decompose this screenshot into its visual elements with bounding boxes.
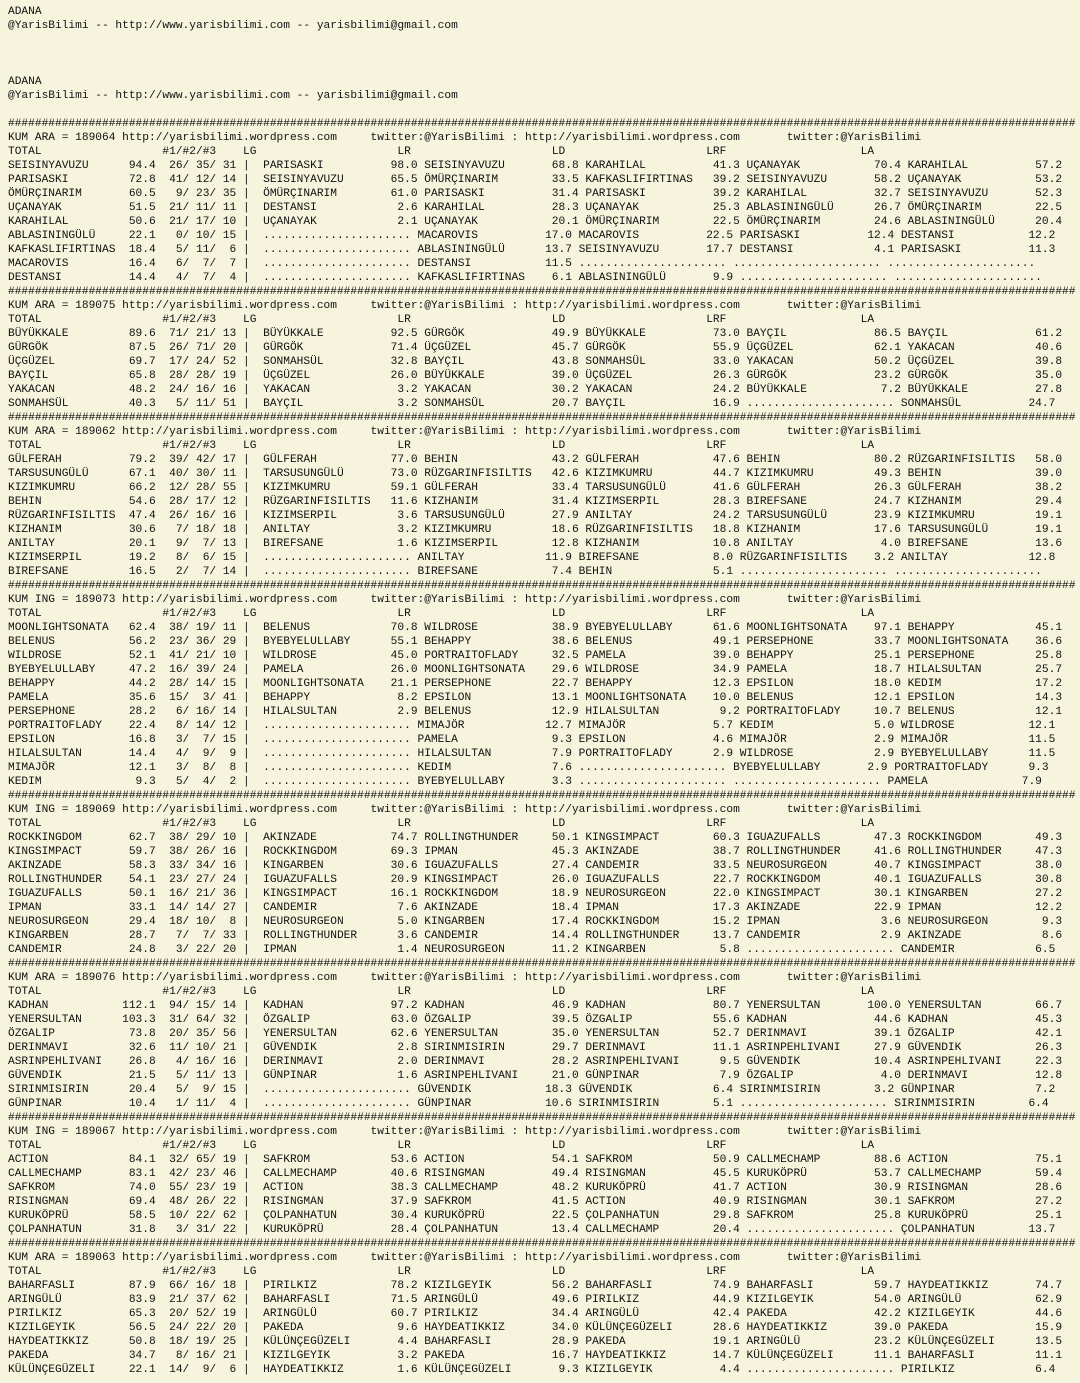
report-line: BELENUS 56.2 23/ 36/ 29 | BYEBYELULLABY 55.1 BEHAPPY 38.6 BELENUS 49.1 PERSEPHONE 33.7 MOONLIGHTSONATA 36.6 — [8, 636, 1063, 648]
report-line: ANILTAY 20.1 9/ 7/ 13 | BIREFSANE 1.6 KIZIMSERPIL 12.8 KIZHANIM 10.8 ANILTAY 4.0 BIREFSANE 13.6 — [8, 538, 1063, 550]
report-line: GÜVENDIK 21.5 5/ 11/ 13 | GÜNPINAR 1.6 ASRINPEHLIVANI 21.0 GÜNPINAR 7.9 ÖZGALIP 4.0 DERINMAVI 12.8 — [8, 1070, 1063, 1082]
race-header: KUM ING = 189069 http://yarisbilimi.wordpress.com twitter:@YarisBilimi : http://yarisbilimi.wordpress.com twitter:@YarisBilimi — [8, 804, 922, 816]
report-line: KIZIMSERPIL 19.2 8/ 6/ 15 | ...................... ANILTAY 11.9 BIREFSANE 8.0 RÜZGARINFISILTIS 3.2 ANILTAY 12.8 — [8, 552, 1056, 564]
report-line: EPSILON 16.8 3/ 7/ 15 | ...................... PAMELA 9.3 EPSILON 4.6 MIMAJÖR 2.9 MIMAJÖR 11.5 — [8, 734, 1056, 746]
report-line: TARSUSUNGÜLÜ 67.1 40/ 30/ 11 | TARSUSUNGÜLÜ 73.0 RÜZGARINFISILTIS 42.6 KIZIMKUMRU 44.7 KIZIMKUMRU 49.3 BEHIN 39.0 — [8, 468, 1063, 480]
race-header: KUM ING = 189067 http://yarisbilimi.wordpress.com twitter:@YarisBilimi : http://yarisbilimi.wordpress.com twitter:@YarisBilimi — [8, 1126, 922, 1138]
report-line: ÖZGALIP 73.8 20/ 35/ 56 | YENERSULTAN 62.6 YENERSULTAN 35.0 YENERSULTAN 52.7 DERINMAVI 39.1 ÖZGALIP 42.1 — [8, 1028, 1063, 1040]
report-line: MACAROVIS 16.4 6/ 7/ 7 | ...................... DESTANSI 11.5 ...................... ...................... ...................... — [8, 258, 1036, 270]
race-header: KUM ARA = 189062 http://yarisbilimi.wordpress.com twitter:@YarisBilimi : http://yarisbilimi.wordpress.com twitter:@YarisBilimi — [8, 426, 922, 438]
report-line: RISINGMAN 69.4 48/ 26/ 22 | RISINGMAN 37.9 SAFKROM 41.5 ACTION 40.9 RISINGMAN 30.1 SAFKROM 27.2 — [8, 1196, 1063, 1208]
report-line: KIZIMKUMRU 66.2 12/ 28/ 55 | KIZIMKUMRU 59.1 GÜLFERAH 33.4 TARSUSUNGÜLÜ 41.6 GÜLFERAH 26.3 GÜLFERAH 38.2 — [8, 482, 1063, 494]
section-divider: ############################################################################################################################################################### — [8, 790, 1076, 802]
report-line: BAHARFASLI 87.9 66/ 16/ 18 | PIRILKIZ 78.2 KIZILGEYIK 56.2 BAHARFASLI 74.9 BAHARFASLI 59.7 HAYDEATIKKIZ 74.7 — [8, 1280, 1063, 1292]
report-line: RÜZGARINFISILTIS 47.4 26/ 16/ 16 | KIZIMSERPIL 3.6 TARSUSUNGÜLÜ 27.9 ANILTAY 24.2 TARSUSUNGÜLÜ 23.9 KIZIMKUMRU 19.1 — [8, 510, 1063, 522]
race-header: KUM ING = 189073 http://yarisbilimi.wordpress.com twitter:@YarisBilimi : http://yarisbilimi.wordpress.com twitter:@YarisBilimi — [8, 594, 922, 606]
report-line: KAFKASLIFIRTINAS 18.4 5/ 11/ 6 | ...................... ABLASININGÜLÜ 13.7 SEISINYAVUZU 17.7 DESTANSI 4.1 PARISASKI 11.3 — [8, 244, 1056, 256]
report-line: WILDROSE 52.1 41/ 21/ 10 | WILDROSE 45.0 PORTRAITOFLADY 32.5 PAMELA 39.0 BEHAPPY 25.1 PERSEPHONE 25.8 — [8, 650, 1063, 662]
section-divider: ############################################################################################################################################################### — [8, 1238, 1076, 1250]
report-line: @YarisBilimi -- http://www.yarisbilimi.com -- yarisbilimi@gmail.com — [8, 90, 458, 102]
report-line: YENERSULTAN 103.3 31/ 64/ 32 | ÖZGALIP 63.0 ÖZGALIP 39.5 ÖZGALIP 55.6 KADHAN 44.6 KADHAN 45.3 — [8, 1014, 1063, 1026]
report-line: MOONLIGHTSONATA 62.4 38/ 19/ 11 | BELENUS 70.8 WILDROSE 38.9 BYEBYELULLABY 61.6 MOONLIGHTSONATA 97.1 BEHAPPY 45.1 — [8, 622, 1063, 634]
report-line: PERSEPHONE 28.2 6/ 16/ 14 | HILALSULTAN 2.9 BELENUS 12.9 HILALSULTAN 9.2 PORTRAITOFLADY 10.7 BELENUS 12.1 — [8, 706, 1063, 718]
report-line: KADHAN 112.1 94/ 15/ 14 | KADHAN 97.2 KADHAN 46.9 KADHAN 80.7 YENERSULTAN 100.0 YENERSULTAN 66.7 — [8, 1000, 1063, 1012]
section-divider: ############################################################################################################################################################### — [8, 1112, 1076, 1124]
report-line: HILALSULTAN 14.4 4/ 9/ 9 | ...................... HILALSULTAN 7.9 PORTRAITOFLADY 2.9 WILDROSE 2.9 BYEBYELULLABY 11.5 — [8, 748, 1056, 760]
report-line: ASRINPEHLIVANI 26.8 4/ 16/ 16 | DERINMAVI 2.0 DERINMAVI 28.2 ASRINPEHLIVANI 9.5 GÜVENDIK 10.4 ASRINPEHLIVANI 22.3 — [8, 1056, 1063, 1068]
column-header: TOTAL #1/#2/#3 LG LR LD LRF LA — [8, 608, 875, 620]
report-line: PAMELA 35.6 15/ 3/ 41 | BEHAPPY 8.2 EPSILON 13.1 MOONLIGHTSONATA 10.0 BELENUS 12.1 EPSILON 14.3 — [8, 692, 1063, 704]
report-line: KINGSIMPACT 59.7 38/ 26/ 16 | ROCKKINGDOM 69.3 IPMAN 45.3 AKINZADE 38.7 ROLLINGTHUNDER 41.6 ROLLINGTHUNDER 47.3 — [8, 846, 1063, 858]
blank-line — [8, 33, 1080, 47]
report-line: PORTRAITOFLADY 22.4 8/ 14/ 12 | ...................... MIMAJÖR 12.7 MIMAJÖR 5.7 KEDIM 5.0 WILDROSE 12.1 — [8, 720, 1056, 732]
report-line: ÜÇGÜZEL 69.7 17/ 24/ 52 | SONMAHSÜL 32.8 BAYÇIL 43.8 SONMAHSÜL 33.0 YAKACAN 50.2 ÜÇGÜZEL 39.8 — [8, 356, 1063, 368]
report-line: ROLLINGTHUNDER 54.1 23/ 27/ 24 | IGUAZUFALLS 20.9 KINGSIMPACT 26.0 IGUAZUFALLS 22.7 ROCKKINGDOM 40.1 IGUAZUFALLS 30.8 — [8, 874, 1063, 886]
section-divider: ############################################################################################################################################################### — [8, 118, 1076, 130]
report-line: NEUROSURGEON 29.4 18/ 10/ 8 | NEUROSURGEON 5.0 KINGARBEN 17.4 ROCKKINGDOM 15.2 IPMAN 3.6 NEUROSURGEON 9.3 — [8, 916, 1063, 928]
column-header: TOTAL #1/#2/#3 LG LR LD LRF LA — [8, 986, 875, 998]
report-line: GÜLFERAH 79.2 39/ 42/ 17 | GÜLFERAH 77.0 BEHIN 43.2 GÜLFERAH 47.6 BEHIN 80.2 RÜZGARINFISILTIS 58.0 — [8, 454, 1063, 466]
section-divider: ############################################################################################################################################################### — [8, 412, 1076, 424]
report-line: KARAHILAL 50.6 21/ 17/ 10 | UÇANAYAK 2.1 UÇANAYAK 20.1 ÖMÜRÇINARIM 22.5 ÖMÜRÇINARIM 24.6 ABLASININGÜLÜ 20.4 — [8, 216, 1063, 228]
report-line: DERINMAVI 32.6 11/ 10/ 21 | GÜVENDIK 2.8 SIRINMISIRIN 29.7 DERINMAVI 11.1 ASRINPEHLIVANI 27.9 GÜVENDIK 26.3 — [8, 1042, 1063, 1054]
report-line: AKINZADE 58.3 33/ 34/ 16 | KINGARBEN 30.6 IGUAZUFALLS 27.4 CANDEMIR 33.5 NEUROSURGEON 40.7 KINGSIMPACT 38.0 — [8, 860, 1063, 872]
column-header: TOTAL #1/#2/#3 LG LR LD LRF LA — [8, 818, 875, 830]
report-line: BYEBYELULLABY 47.2 16/ 39/ 24 | PAMELA 26.0 MOONLIGHTSONATA 29.6 WILDROSE 34.9 PAMELA 18.7 HILALSULTAN 25.7 — [8, 664, 1063, 676]
report-line: DESTANSI 14.4 4/ 7/ 4 | ...................... KAFKASLIFIRTINAS 6.1 ABLASININGÜLÜ 9.9 ...................... ...................... — [8, 272, 1042, 284]
report-line: SONMAHSÜL 40.3 5/ 11/ 51 | BAYÇIL 3.2 SONMAHSÜL 20.7 BAYÇIL 16.9 ...................... SONMAHSÜL 24.7 — [8, 398, 1056, 410]
section-divider: ############################################################################################################################################################### — [8, 286, 1076, 298]
section-divider: ############################################################################################################################################################### — [8, 580, 1076, 592]
report-line: KIZHANIM 30.6 7/ 18/ 18 | ANILTAY 3.2 KIZIMKUMRU 18.6 RÜZGARINFISILTIS 18.8 KIZHANIM 17.6 TARSUSUNGÜLÜ 19.1 — [8, 524, 1063, 536]
report-line: IGUAZUFALLS 50.1 16/ 21/ 36 | KINGSIMPACT 16.1 ROCKKINGDOM 18.9 NEUROSURGEON 22.0 KINGSIMPACT 30.1 KINGARBEN 27.2 — [8, 888, 1063, 900]
report-line: PAKEDA 34.7 8/ 16/ 21 | KIZILGEYIK 3.2 PAKEDA 16.7 HAYDEATIKKIZ 14.7 KÜLÜNÇEGÜZELI 11.1 BAHARFASLI 11.1 — [8, 1350, 1063, 1362]
race-header: KUM ARA = 189076 http://yarisbilimi.wordpress.com twitter:@YarisBilimi : http://yarisbilimi.wordpress.com twitter:@YarisBilimi — [8, 972, 922, 984]
blank-line — [8, 47, 1080, 61]
report-line: ADANA — [8, 76, 42, 88]
column-header: TOTAL #1/#2/#3 LG LR LD LRF LA — [8, 146, 875, 158]
report-line: GÜNPINAR 10.4 1/ 11/ 4 | ...................... GÜNPINAR 10.6 SIRINMISIRIN 5.1 ...................... SIRINMISIRIN 6.4 — [8, 1098, 1049, 1110]
column-header: TOTAL #1/#2/#3 LG LR LD LRF LA — [8, 440, 875, 452]
report-line: MIMAJÖR 12.1 3/ 8/ 8 | ...................... KEDIM 7.6 ...................... BYEBYELULLABY 2.9 PORTRAITOFLADY 9.3 — [8, 762, 1049, 774]
report-line: HAYDEATIKKIZ 50.8 18/ 19/ 25 | KÜLÜNÇEGÜZELI 4.4 BAHARFASLI 28.9 PAKEDA 19.1 ARINGÜLÜ 23.2 KÜLÜNÇEGÜZELI 13.5 — [8, 1336, 1063, 1348]
section-divider: ############################################################################################################################################################### — [8, 958, 1076, 970]
report-line: UÇANAYAK 51.5 21/ 11/ 11 | DESTANSI 2.6 KARAHILAL 28.3 UÇANAYAK 25.3 ABLASININGÜLÜ 26.7 ÖMÜRÇINARIM 22.5 — [8, 202, 1063, 214]
report-line: KINGARBEN 28.7 7/ 7/ 33 | ROLLINGTHUNDER 3.6 CANDEMIR 14.4 ROLLINGTHUNDER 13.7 CANDEMIR 2.9 AKINZADE 8.6 — [8, 930, 1063, 942]
report-line: SEISINYAVUZU 94.4 26/ 35/ 31 | PARISASKI 98.0 SEISINYAVUZU 68.8 KARAHILAL 41.3 UÇANAYAK 70.4 KARAHILAL 57.2 — [8, 160, 1063, 172]
column-header: TOTAL #1/#2/#3 LG LR LD LRF LA — [8, 1266, 875, 1278]
column-header: TOTAL #1/#2/#3 LG LR LD LRF LA — [8, 314, 875, 326]
blank-line — [8, 103, 1080, 117]
report-line: BEHIN 54.6 28/ 17/ 12 | RÜZGARINFISILTIS 11.6 KIZHANIM 31.4 KIZIMSERPIL 28.3 BIREFSANE 24.7 KIZHANIM 29.4 — [8, 496, 1063, 508]
report-line: ROCKKINGDOM 62.7 38/ 29/ 10 | AKINZADE 74.7 ROLLINGTHUNDER 50.1 KINGSIMPACT 60.3 IGUAZUFALLS 47.3 ROCKKINGDOM 49.3 — [8, 832, 1063, 844]
report-line: ABLASININGÜLÜ 22.1 0/ 10/ 15 | ...................... MACAROVIS 17.0 MACAROVIS 22.5 PARISASKI 12.4 DESTANSI 12.2 — [8, 230, 1056, 242]
report-line: PIRILKIZ 65.3 20/ 52/ 19 | ARINGÜLÜ 60.7 PIRILKIZ 34.4 ARINGÜLÜ 42.4 PAKEDA 42.2 KIZILGEYIK 44.6 — [8, 1308, 1063, 1320]
report-line: CALLMECHAMP 83.1 42/ 23/ 46 | CALLMECHAMP 40.6 RISINGMAN 49.4 RISINGMAN 45.5 KURUKÖPRÜ 53.7 CALLMECHAMP 59.4 — [8, 1168, 1063, 1180]
report-line: PARISASKI 72.8 41/ 12/ 14 | SEISINYAVUZU 65.5 ÖMÜRÇINARIM 33.5 KAFKASLIFIRTINAS 39.2 SEISINYAVUZU 58.2 UÇANAYAK 53.2 — [8, 174, 1063, 186]
report-line: BÜYÜKKALE 89.6 71/ 21/ 13 | BÜYÜKKALE 92.5 GÜRGÖK 49.9 BÜYÜKKALE 73.0 BAYÇIL 86.5 BAYÇIL 61.2 — [8, 328, 1063, 340]
report-line: BEHAPPY 44.2 28/ 14/ 15 | MOONLIGHTSONATA 21.1 PERSEPHONE 22.7 BEHAPPY 12.3 EPSILON 18.0 KEDIM 17.2 — [8, 678, 1063, 690]
report-line: BAYÇIL 65.8 28/ 28/ 19 | ÜÇGÜZEL 26.0 BÜYÜKKALE 39.0 ÜÇGÜZEL 26.3 GÜRGÖK 23.2 GÜRGÖK 35.0 — [8, 370, 1063, 382]
report-line: ÇOLPANHATUN 31.8 3/ 31/ 22 | KURUKÖPRÜ 28.4 ÇOLPANHATUN 13.4 CALLMECHAMP 20.4 ...................... ÇOLPANHATUN 13.7 — [8, 1224, 1056, 1236]
race-header: KUM ARA = 189075 http://yarisbilimi.wordpress.com twitter:@YarisBilimi : http://yarisbilimi.wordpress.com twitter:@YarisBilimi — [8, 300, 922, 312]
blank-line — [8, 61, 1080, 75]
report-line: KIZILGEYIK 56.5 24/ 22/ 20 | PAKEDA 9.6 HAYDEATIKKIZ 34.0 KÜLÜNÇEGÜZELI 28.6 HAYDEATIKKIZ 39.0 PAKEDA 15.9 — [8, 1322, 1063, 1334]
report-line: YAKACAN 48.2 24/ 16/ 16 | YAKACAN 3.2 YAKACAN 30.2 YAKACAN 24.2 BÜYÜKKALE 7.2 BÜYÜKKALE 27.8 — [8, 384, 1063, 396]
report-line: ADANA — [8, 6, 42, 18]
report-line: IPMAN 33.1 14/ 14/ 27 | CANDEMIR 7.6 AKINZADE 18.4 IPMAN 17.3 AKINZADE 22.9 IPMAN 12.2 — [8, 902, 1063, 914]
report-line: ACTION 84.1 32/ 65/ 19 | SAFKROM 53.6 ACTION 54.1 SAFKROM 50.9 CALLMECHAMP 88.6 ACTION 75.1 — [8, 1154, 1063, 1166]
report-line: SIRINMISIRIN 20.4 5/ 9/ 15 | ...................... GÜVENDIK 18.3 GÜVENDIK 6.4 SIRINMISIRIN 3.2 GÜNPINAR 7.2 — [8, 1084, 1056, 1096]
report-line: KÜLÜNÇEGÜZELI 22.1 14/ 9/ 6 | HAYDEATIKKIZ 1.6 KÜLÜNÇEGÜZELI 9.3 KIZILGEYIK 4.4 ...................... PIRILKIZ 6.4 — [8, 1364, 1056, 1376]
report-line: @YarisBilimi -- http://www.yarisbilimi.com -- yarisbilimi@gmail.com — [8, 20, 458, 32]
report-line: SAFKROM 74.0 55/ 23/ 19 | ACTION 38.3 CALLMECHAMP 48.2 KURUKÖPRÜ 41.7 ACTION 30.9 RISINGMAN 28.6 — [8, 1182, 1063, 1194]
report-line: BIREFSANE 16.5 2/ 7/ 14 | ...................... BIREFSANE 7.4 BEHIN 5.1 ...................... ...................... — [8, 566, 1042, 578]
report-line: ARINGÜLÜ 83.9 21/ 37/ 62 | BAHARFASLI 71.5 ARINGÜLÜ 49.6 PIRILKIZ 44.9 KIZILGEYIK 54.0 ARINGÜLÜ 62.9 — [8, 1294, 1063, 1306]
race-header: KUM ARA = 189063 http://yarisbilimi.wordpress.com twitter:@YarisBilimi : http://yarisbilimi.wordpress.com twitter:@YarisBilimi — [8, 1252, 922, 1264]
report-line: KEDIM 9.3 5/ 4/ 2 | ...................... BYEBYELULLABY 3.3 ...................... ...................... PAMELA 7.9 — [8, 776, 1042, 788]
column-header: TOTAL #1/#2/#3 LG LR LD LRF LA — [8, 1140, 875, 1152]
report-line: CANDEMIR 24.8 3/ 22/ 20 | IPMAN 1.4 NEUROSURGEON 11.2 KINGARBEN 5.8 ...................... CANDEMIR 6.5 — [8, 944, 1056, 956]
report-line: KURUKÖPRÜ 58.5 10/ 22/ 62 | ÇOLPANHATUN 30.4 KURUKÖPRÜ 22.5 ÇOLPANHATUN 29.8 SAFKROM 25.8 KURUKÖPRÜ 25.1 — [8, 1210, 1063, 1222]
report-line: GÜRGÖK 87.5 26/ 71/ 20 | GÜRGÖK 71.4 ÜÇGÜZEL 45.7 GÜRGÖK 55.9 ÜÇGÜZEL 62.1 YAKACAN 40.6 — [8, 342, 1063, 354]
race-header: KUM ARA = 189064 http://yarisbilimi.wordpress.com twitter:@YarisBilimi : http://yarisbilimi.wordpress.com twitter:@YarisBilimi — [8, 132, 922, 144]
report-line: ÖMÜRÇINARIM 60.5 9/ 23/ 35 | ÖMÜRÇINARIM 61.0 PARISASKI 31.4 PARISASKI 39.2 KARAHILAL 32.7 SEISINYAVUZU 52.3 — [8, 188, 1063, 200]
